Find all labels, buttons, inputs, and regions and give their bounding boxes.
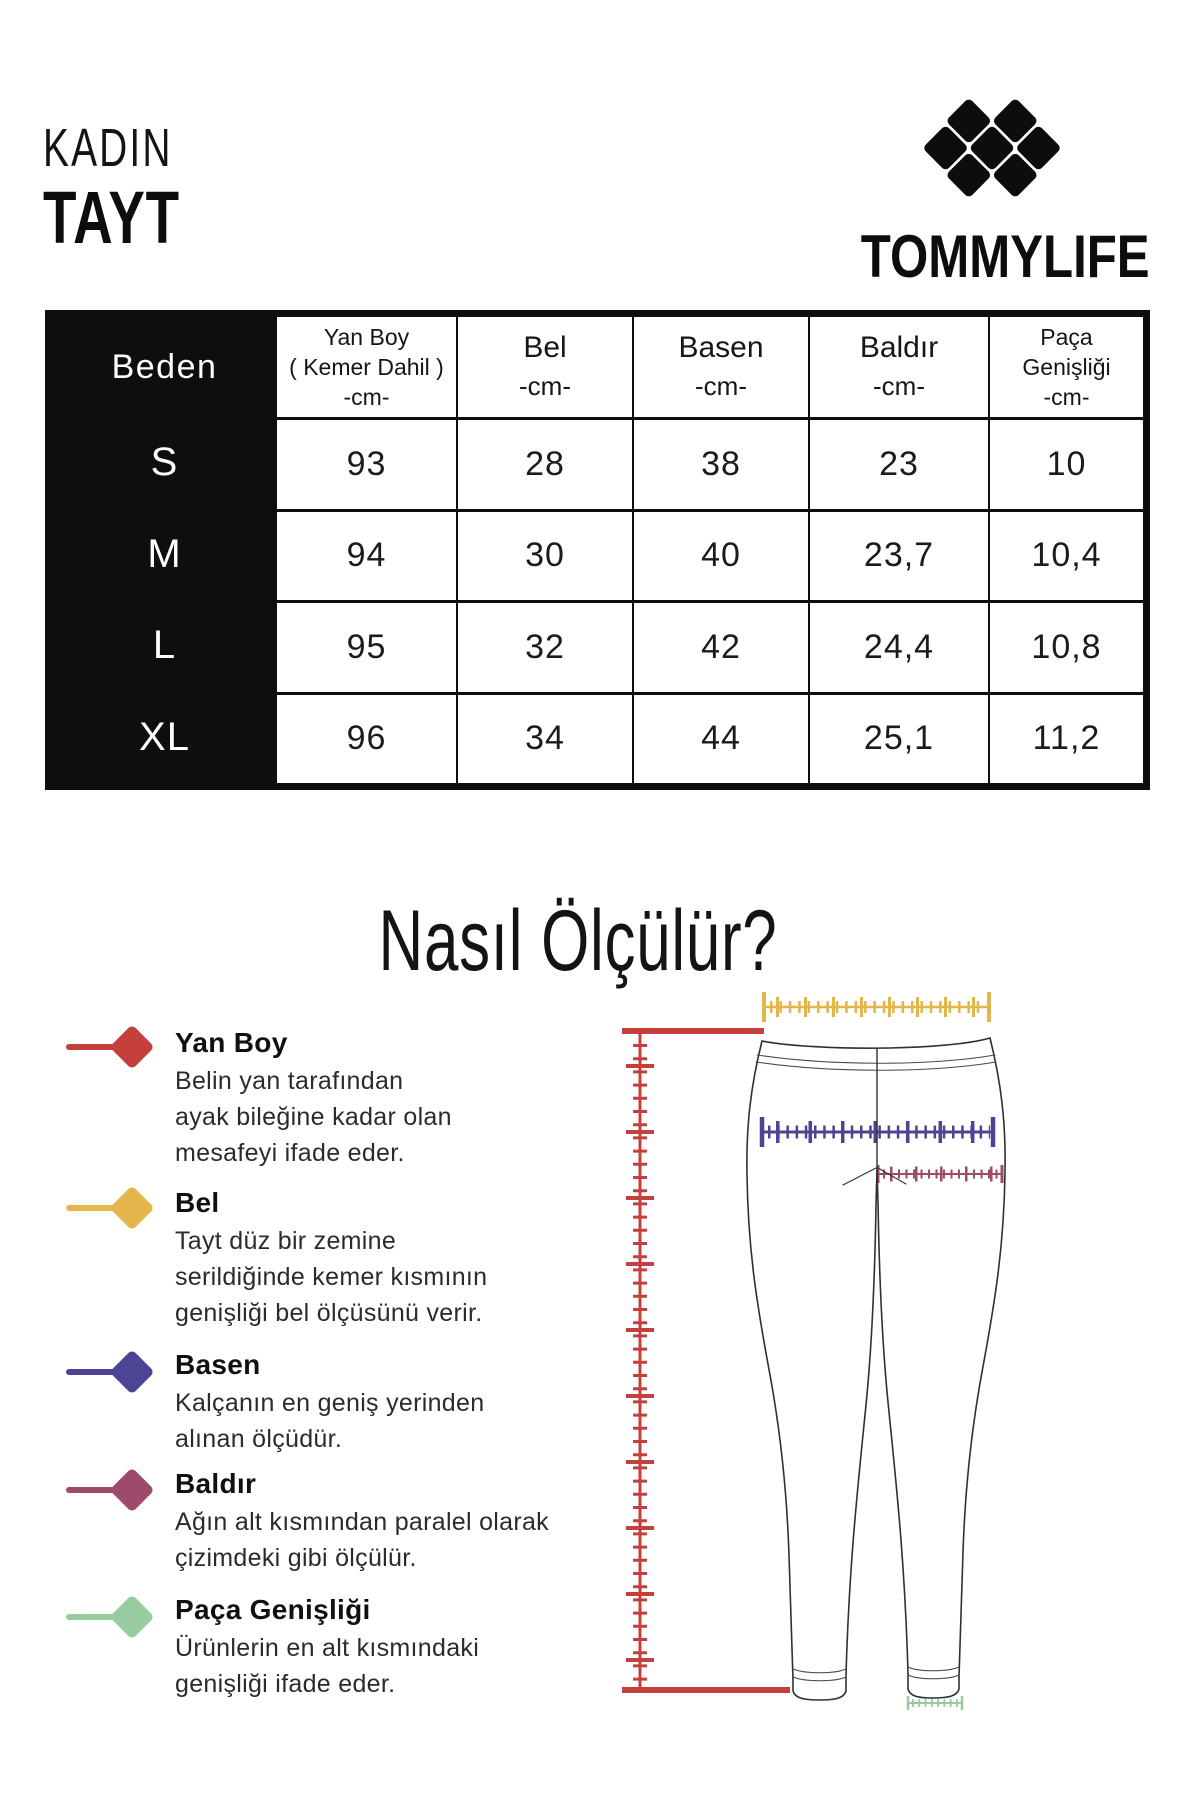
- row-size-label: XL: [52, 692, 277, 784]
- legend-text-line: Tayt düz bir zemine: [175, 1227, 397, 1255]
- table-cell: 23,7: [808, 509, 988, 601]
- size-table: [45, 310, 1150, 790]
- header-line: Yan Boy: [323, 324, 410, 350]
- row-size-label: L: [52, 600, 277, 692]
- brand-name: TOMMYLIFE: [860, 223, 1150, 290]
- table-cell: 28: [456, 417, 632, 509]
- leggings-measurement-diagram: [520, 980, 1060, 1720]
- table-cell: 38: [632, 417, 808, 509]
- table-cell: 40: [632, 509, 808, 601]
- legend-text-line: alınan ölçüdür.: [175, 1425, 343, 1453]
- bel-ruler: [764, 992, 989, 1022]
- legend-title: Baldır: [175, 1468, 257, 1499]
- header-line: Bel: [523, 331, 567, 364]
- table-cell: 95: [277, 600, 456, 692]
- col-header-baldir: [808, 317, 988, 417]
- table-cell: 44: [632, 692, 808, 784]
- table-cell: 23: [808, 417, 988, 509]
- legend-text-line: Ağın alt kısmından paralel olarak: [175, 1508, 549, 1536]
- legend-title: Basen: [175, 1349, 261, 1380]
- legend-item-basen: [175, 1348, 484, 1457]
- header-line: Baldır: [859, 331, 939, 364]
- legend-item-baldir: [175, 1467, 549, 1576]
- col-header-bel: [456, 317, 632, 417]
- header-line: Paça: [1040, 324, 1093, 350]
- how-to-measure-heading: Nasıl Ölçülür?: [378, 893, 778, 989]
- header-line: -cm-: [343, 384, 390, 410]
- table-cell: 42: [632, 600, 808, 692]
- baldir-ruler: [878, 1165, 1002, 1183]
- header-line: ( Kemer Dahil ): [289, 354, 444, 380]
- tommylife-logo-icon: [882, 88, 1102, 208]
- table-cell: 32: [456, 600, 632, 692]
- brand-block: [832, 88, 1152, 291]
- legend-text-line: Kalçanın en geniş yerinden: [175, 1389, 485, 1417]
- table-cell: 94: [277, 509, 456, 601]
- yan-boy-ruler: [622, 1031, 790, 1690]
- legend-item-bel: [175, 1186, 487, 1331]
- legend-title: Paça Genişliği: [175, 1594, 371, 1625]
- legend-text-line: Belin yan tarafından: [175, 1067, 404, 1095]
- legend-text-line: serildiğinde kemer kısmının: [175, 1263, 488, 1291]
- legend-title: Bel: [175, 1187, 220, 1218]
- legend-text-line: çizimdeki gibi ölçülür.: [175, 1544, 417, 1572]
- table-cell: 11,2: [988, 692, 1143, 784]
- table-cell: 10: [988, 417, 1143, 509]
- row-size-label: S: [52, 417, 277, 509]
- legend-item-yan-boy: [175, 1026, 452, 1171]
- legend-text-line: genişliği bel ölçüsünü verir.: [175, 1299, 483, 1327]
- legend-text-line: Ürünlerin en alt kısmındaki: [175, 1634, 480, 1662]
- header-line: -cm-: [695, 371, 747, 401]
- header-line: Basen: [678, 331, 764, 364]
- table-corner-beden: Beden: [52, 317, 277, 417]
- header-line: Genişliği: [1022, 354, 1111, 380]
- header-line: -cm-: [519, 371, 571, 401]
- table-cell: 96: [277, 692, 456, 784]
- legend-text-line: genişliği ifade eder.: [175, 1670, 396, 1698]
- col-header-yan-boy: [277, 317, 456, 417]
- table-cell: 10,4: [988, 509, 1143, 601]
- col-header-basen: [632, 317, 808, 417]
- table-cell: 10,8: [988, 600, 1143, 692]
- col-header-paca-genisligi: [988, 317, 1143, 417]
- table-cell: 30: [456, 509, 632, 601]
- legend-text-line: mesafeyi ifade eder.: [175, 1139, 405, 1167]
- table-cell: 93: [277, 417, 456, 509]
- product-type-title: TAYT: [43, 176, 180, 259]
- category-title: KADIN: [43, 118, 173, 178]
- legend-item-paca-genisligi: [175, 1593, 479, 1702]
- table-cell: 34: [456, 692, 632, 784]
- table-cell: 25,1: [808, 692, 988, 784]
- header-line: -cm-: [1043, 384, 1090, 410]
- legend-title: Yan Boy: [175, 1027, 288, 1058]
- row-size-label: M: [52, 509, 277, 601]
- header-line: -cm-: [873, 371, 925, 401]
- table-cell: 24,4: [808, 600, 988, 692]
- legend-text-line: ayak bileğine kadar olan: [175, 1103, 452, 1131]
- page-title: [43, 118, 228, 259]
